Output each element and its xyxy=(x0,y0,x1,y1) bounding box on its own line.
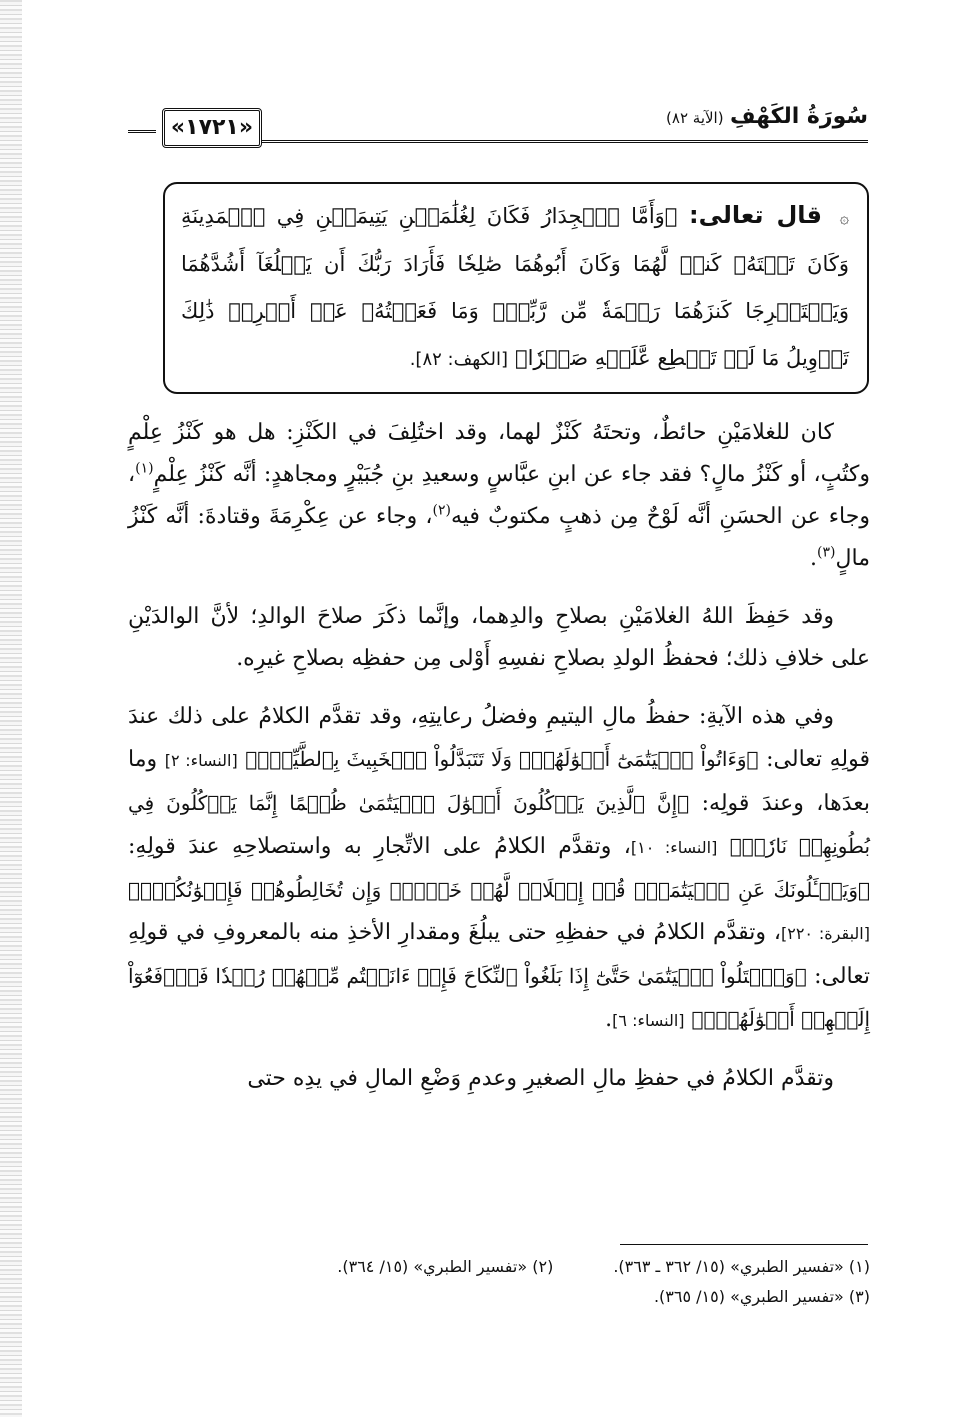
footnote-ref-2: (٢) xyxy=(432,502,451,519)
footnote-3: (٣) «تفسير الطبري» (١٥/ ٣٦٥). xyxy=(653,1287,870,1306)
paragraph-2: وقد حَفِظَ اللهُ الغلامَيْنِ بصلاحِ والدِهما، وإنَّما ذكَرَ صلاحَ الوالدِ؛ لأنَّ الوالدَيْنِ على خلافِ ذلك؛ فحفظُ الولدِ بصلاحِ نفسِهِ أَوْلى مِن حفظِه بصلاحِ غيرِه. xyxy=(128,604,870,671)
surah-name: سُورَةُ الكَهْفِ xyxy=(729,104,868,129)
page-number: «١٧٢١» xyxy=(162,108,262,148)
paragraph-3: وفي هذه الآيةِ: حفظُ مالِ اليتيمِ وفضلُ رعايتِهِ، وقد تقدَّم الكلامُ على ذلك عندَ قولِهِ تعالى: ﴿وَءَاتُواْ ٱلۡيَتَٰمَىٰٓ أَمۡوَٰلَهُمۡۖ وَلَا تَتَبَدَّلُواْ ٱلۡخَبِيثَ بِٱلطَّيِّبِۖ﴾ [النساء: ٢] وما بعدَها، وعندَ قولِه: ﴿إِنَّ ٱلَّذِينَ يَأۡكُلُونَ أَمۡوَٰلَ ٱلۡيَتَٰمَىٰ ظُلۡمًا إِنَّمَا يَأۡكُلُونَ فِي بُطُونِهِمۡ نَارٗاۖ﴾ [النساء: ١٠]، وتقدَّم الكلامُ على الاتِّجارِ به واستصلاحِهِ عندَ قولِهِ: ﴿وَيَسۡـَٔلُونَكَ عَنِ ٱلۡيَتَٰمَىٰۖ قُلۡ إِصۡلَاحٞ لَّهُمۡ خَيۡرٞۖ وَإِن تُخَالِطُوهُمۡ فَإِخۡوَٰنُكُمۡۚ﴾ [البقرة: ٢٢٠]، وتقدَّم الكلامُ في حفظِهِ حتى يبلُغَ ومقدارِ الأخذِ منه بالمعروفِ في قولِهِ تعالى: ﴿وَٱبۡتَلُواْ ٱلۡيَتَٰمَىٰ حَتَّىٰٓ إِذَا بَلَغُواْ ٱلنِّكَاحَ فَإِنۡ ءَانَسۡتُم مِّنۡهُمۡ رُشۡدٗا فَٱدۡفَعُوٓاْ إِلَيۡهِمۡ أَمۡوَٰلَهُمۡۖ﴾ [النساء: ٦]. xyxy=(128,704,871,1032)
footnote-rule xyxy=(620,1244,868,1245)
quote-1: ﴿وَءَاتُواْ ٱلۡيَتَٰمَىٰٓ أَمۡوَٰلَهُمۡۖ وَلَا تَتَبَدَّلُواْ ٱلۡخَبِيثَ بِٱلطَّيِّبِۖ﴾ xyxy=(245,747,759,771)
quote-ref-1: [النساء: ٢] xyxy=(164,751,238,770)
footnote-row-1 xyxy=(128,1252,870,1282)
quote-2: ﴿إِنَّ ٱلَّذِينَ يَأۡكُلُونَ أَمۡوَٰلَ ٱلۡيَتَٰمَىٰ ظُلۡمًا إِنَّمَا يَأۡكُلُونَ فِي بُطُونِهِمۡ نَارٗاۖ﴾ xyxy=(128,791,871,858)
paragraph-1: كان للغلامَيْنِ حائطٌ، وتحتَهُ كَنْزٌ لهما، وقد اختُلِفَ في الكَنْزِ: هل هو كَنْزُ عِلْمٍ وكتُبٍ، أو كَنْزُ مالٍ؟ فقد جاء عن ابنِ عبَّاسٍ وسعيدِ بنِ جُبَيْرٍ ومجاهدٍ: أنَّه كَنْزُ عِلْمٍ$^{(١)}$، وجاء عن الحسَنِ أنَّه لَوْحٌ مِن ذهبٍ مكتوبٌ فيه$^{(٢)}$، وجاء عن عِكْرِمَةَ وقتادةَ: أنَّه كَنْزُ مالٍ$^{(٣)}$. xyxy=(128,420,870,571)
footnote-1: (١) «تفسير الطبري» (١٥/ ٣٦٢ ـ ٣٦٣). xyxy=(613,1257,870,1276)
page-header xyxy=(128,100,868,152)
body-text xyxy=(128,412,870,1116)
quote-ref-4: [النساء: ٦] xyxy=(612,1011,685,1030)
footnote-2: (٢) «تفسير الطبري» (١٥/ ٣٦٤). xyxy=(337,1257,554,1276)
header-rule xyxy=(228,140,868,143)
ayah-ref: (الآية ٨٢) xyxy=(666,109,724,127)
footnote-ref-1: (١) xyxy=(135,460,154,477)
quote-ref-2: [النساء: ١٠] xyxy=(630,838,718,857)
quote-ref-3: [البقرة: ٢٢٠] xyxy=(780,924,870,943)
quote-3: ﴿وَيَسۡـَٔلُونَكَ عَنِ ٱلۡيَتَٰمَىٰۖ قُلۡ إِصۡلَاحٞ لَّهُمۡ خَيۡرٞۖ وَإِن تُخَالِطُوهُمۡ فَإِخۡوَٰنُكُمۡۚ﴾ xyxy=(128,878,870,902)
footnote-ref-3: (٣) xyxy=(817,544,836,561)
footnotes xyxy=(128,1252,870,1312)
verse-ref: [الكهف: ٨٢]. xyxy=(409,349,508,370)
verse-intro: قال تعالى: xyxy=(689,201,822,229)
header-rule-left xyxy=(128,130,156,133)
verse-box xyxy=(163,182,869,394)
verse-text: ﴿وَأَمَّا ٱلۡجِدَارُ فَكَانَ لِغُلَٰمَيۡنِ يَتِيمَيۡنِ فِي ٱلۡمَدِينَةِ وَكَانَ تَحۡتَهُۥ كَنزٞ لَّهُمَا وَكَانَ أَبُوهُمَا صَٰلِحٗا فَأَرَادَ رَبُّكَ أَن يَبۡلُغَآ أَشُدَّهُمَا وَيَسۡتَخۡرِجَا كَنزَهُمَا رَحۡمَةٗ مِّن رَّبِّكَۚ وَمَا فَعَلۡتُهُۥ عَنۡ أَمۡرِيۚ ذَٰلِكَ تَأۡوِيلُ مَا لَمۡ تَسۡطِع عَّلَيۡهِ صَبۡرٗا﴾ xyxy=(181,204,849,370)
rub-el-hizb-icon: ۞ xyxy=(839,208,849,227)
footnote-row-2 xyxy=(128,1282,870,1312)
paragraph-4: وتقدَّم الكلامُ في حفظِ مالِ الصغيرِ وعدمِ وَضْعِ المالِ في يدِه حتى xyxy=(247,1066,834,1091)
quote-4: ﴿وَٱبۡتَلُواْ ٱلۡيَتَٰمَىٰ حَتَّىٰٓ إِذَا بَلَغُواْ ٱلنِّكَاحَ فَإِنۡ ءَانَسۡتُم مِّنۡهُمۡ رُشۡدٗا فَٱدۡفَعُوٓاْ إِلَيۡهِمۡ أَمۡوَٰلَهُمۡۖ﴾ xyxy=(128,964,870,1031)
surah-title xyxy=(656,104,868,129)
